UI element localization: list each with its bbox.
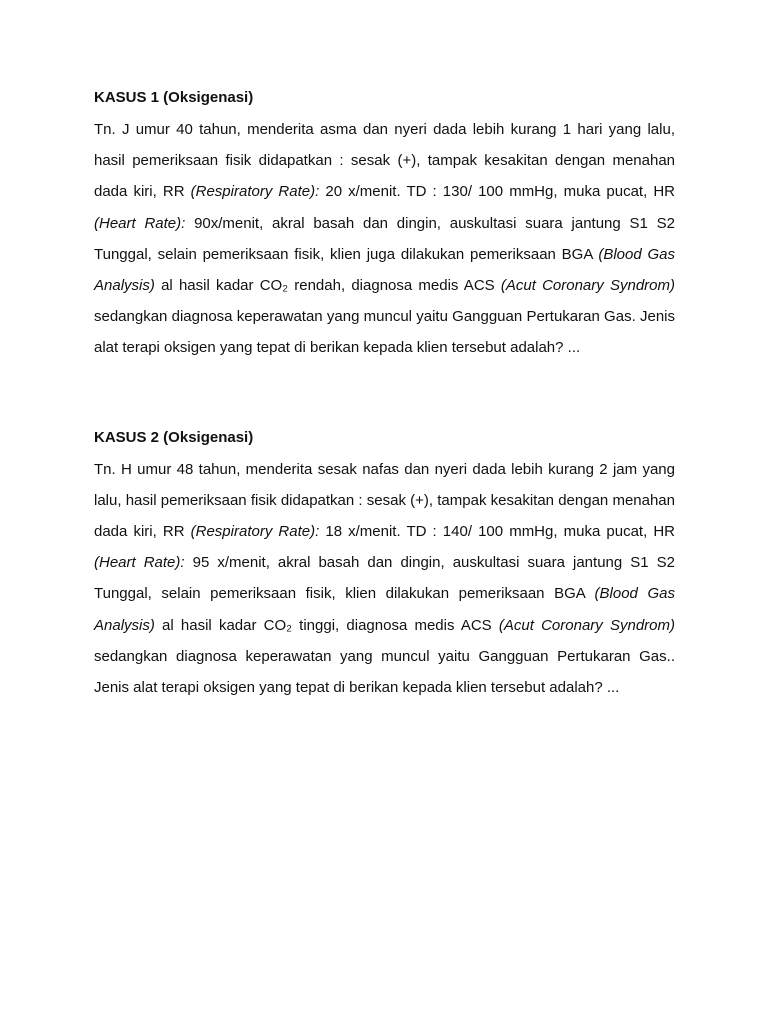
case-2-text-segment: sedangkan diagnosa keperawatan yang muncul yaitu Gangguan Pertukaran Gas.. Jenis alat terapi oksigen yang tepat di berikan kepada klien tersebut adalah? ...: [94, 647, 675, 697]
case-2-text-segment: al hasil kadar CO₂ tinggi, diagnosa medis ACS: [154, 616, 499, 634]
case-2-italic-term: (Heart Rate):: [94, 554, 185, 572]
case-1-text-segment: 90x/menit, akral basah dan dingin, auskultasi suara jantung S1 S2 Tunggal, selain pemeriksaan fisik, klien juga dilakukan pemeriksaan BGA: [94, 214, 675, 263]
case-2-section: [94, 426, 675, 704]
case-1-italic-term: (Blood Gas Analysis): [94, 245, 675, 295]
case-1-section: [94, 86, 675, 364]
case-2-title: KASUS 2 (Oksigenasi): [94, 428, 254, 446]
case-2-italic-term: (Blood Gas Analysis): [94, 585, 675, 634]
case-1-body: [94, 114, 675, 364]
case-1-italic-term: (Respiratory Rate):: [190, 183, 320, 201]
case-2-text-segment: 95 x/menit, akral basah dan dingin, auskultasi suara jantung S1 S2 Tunggal, selain pemeriksaan fisik, klien dilakukan pemeriksaan BGA: [94, 554, 675, 603]
case-1-text-segment: sedangkan diagnosa keperawatan yang muncul yaitu Gangguan Pertukaran Gas. Jenis alat terapi oksigen yang tepat di berikan kepada klien tersebut adalah? ...: [94, 308, 675, 357]
case-2-text-segment: 18 x/menit. TD : 140/ 100 mmHg, muka pucat, HR: [319, 523, 675, 541]
case-1-text-segment: Tn. J umur 40 tahun, menderita asma dan nyeri dada lebih kurang 1 hari yang lalu, hasil pemeriksaan fisik didapatkan : sesak (+), tampak kesakitan dengan menahan dada kiri, RR: [94, 121, 675, 201]
document-page: [94, 86, 675, 703]
case-1-text-segment: al hasil kadar CO₂ rendah, diagnosa medis ACS: [154, 277, 501, 295]
case-1-title: KASUS 1 (Oksigenasi): [94, 89, 254, 106]
case-1-italic-term: (Acut Coronary Syndrom): [500, 277, 675, 295]
case-1-italic-term: (Heart Rate):: [94, 214, 186, 232]
case-2-italic-term: (Respiratory Rate):: [190, 523, 320, 541]
case-2-italic-term: (Acut Coronary Syndrom): [498, 616, 675, 634]
case-1-text-segment: 20 x/menit. TD : 130/ 100 mmHg, muka pucat, HR: [319, 183, 675, 201]
case-2-text-segment: Tn. H umur 48 tahun, menderita sesak nafas dan nyeri dada lebih kurang 2 jam yang lalu, hasil pemeriksaan fisik didapatkan : sesak (+), tampak kesakitan dengan menahan dada kiri, RR: [94, 460, 675, 541]
case-2-body: [94, 454, 675, 704]
